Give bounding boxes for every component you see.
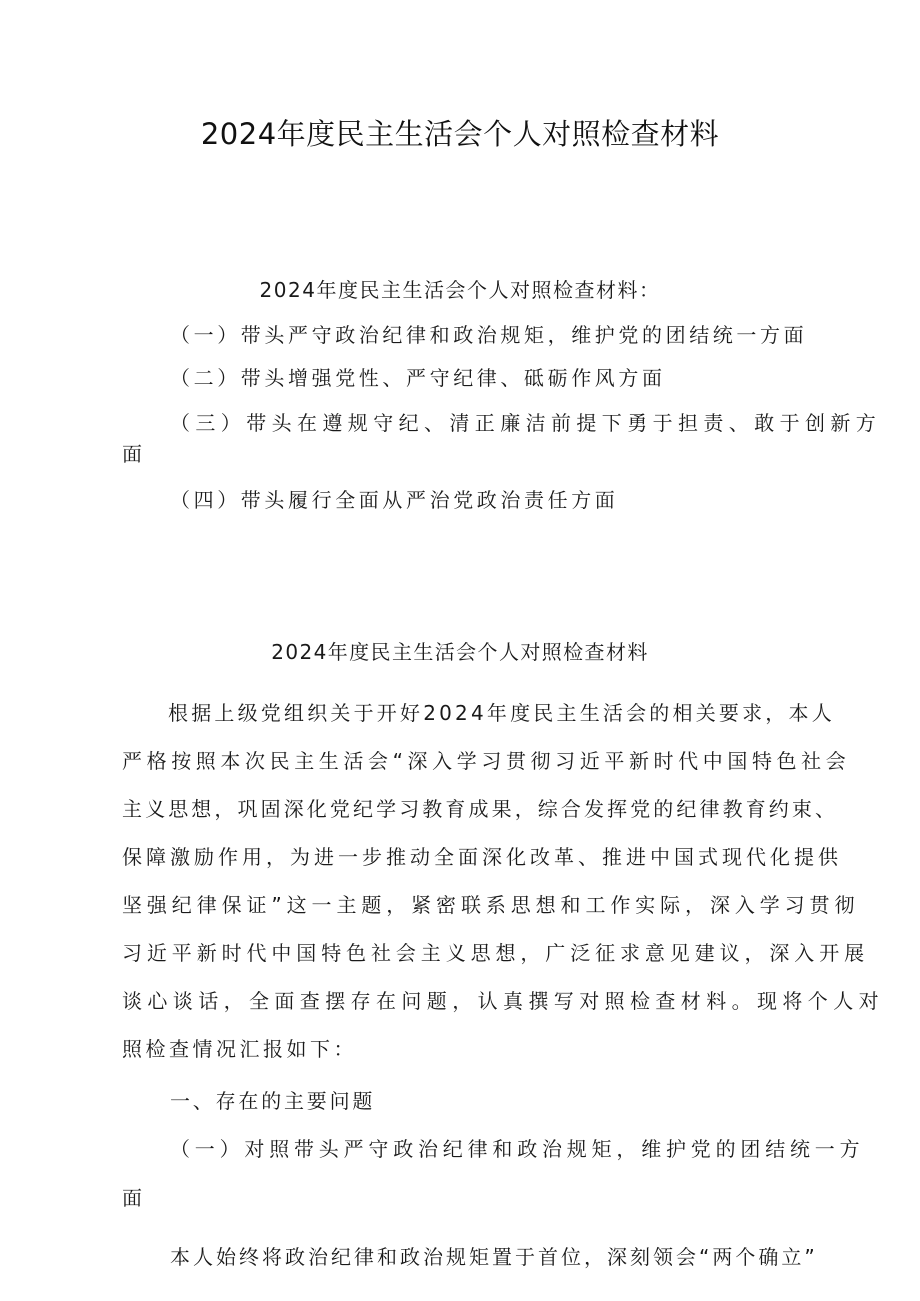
toc-item-3-line-1: （三）带头在遵规守纪、清正廉洁前提下勇于担责、敢于创新方 [170, 411, 882, 435]
paragraph-line: 根据上级党组织关于开好2024年度民主生活会的相关要求，本人 [168, 701, 835, 725]
toc-heading: 2024年度民主生活会个人对照检查材料： [259, 278, 661, 302]
section-item-1-line-1: （一）对照带头严守政治纪律和政治规矩，维护党的团结统一方 [170, 1137, 865, 1161]
paragraph-line: 谈心谈话，全面查摆存在问题，认真撰写对照检查材料。现将个人对 [122, 989, 884, 1013]
paragraph-line: 严格按照本次民主生活会“深入学习贯彻习近平新时代中国特色社会 [122, 749, 851, 773]
toc-item-1: （一）带头严守政治纪律和政治规矩，维护党的团结统一方面 [170, 323, 808, 347]
toc-item-2: （二）带头增强党性、严守纪律、砥砺作风方面 [170, 366, 666, 390]
paragraph-line: 习近平新时代中国特色社会主义思想，广泛征求意见建议，深入开展 [122, 941, 869, 965]
paragraph-line: 保障激励作用，为进一步推动全面深化改革、推进中国式现代化提供 [122, 845, 842, 869]
body-text-line: 本人始终将政治纪律和政治规矩置于首位，深刻领会“两个确立” [170, 1245, 818, 1269]
document-title: 2024年度民主生活会个人对照检查材料 [200, 117, 720, 151]
section-item-1-line-2: 面 [122, 1186, 142, 1210]
paragraph-line: 坚强纪律保证”这一主题，紧密联系思想和工作实际，深入学习贯彻 [122, 893, 860, 917]
intro-paragraph [122, 698, 884, 1082]
paragraph-line: 主义思想，巩固深化党纪学习教育成果，综合发挥党的纪律教育约束、 [122, 797, 839, 821]
section-heading: 一、存在的主要问题 [170, 1089, 376, 1113]
section-title: 2024年度民主生活会个人对照检查材料 [271, 640, 649, 664]
toc-item-3-line-2: 面 [122, 442, 142, 466]
toc-item-4: （四）带头履行全面从严治党政治责任方面 [170, 488, 619, 512]
paragraph-line: 照检查情况汇报如下： [122, 1037, 357, 1061]
